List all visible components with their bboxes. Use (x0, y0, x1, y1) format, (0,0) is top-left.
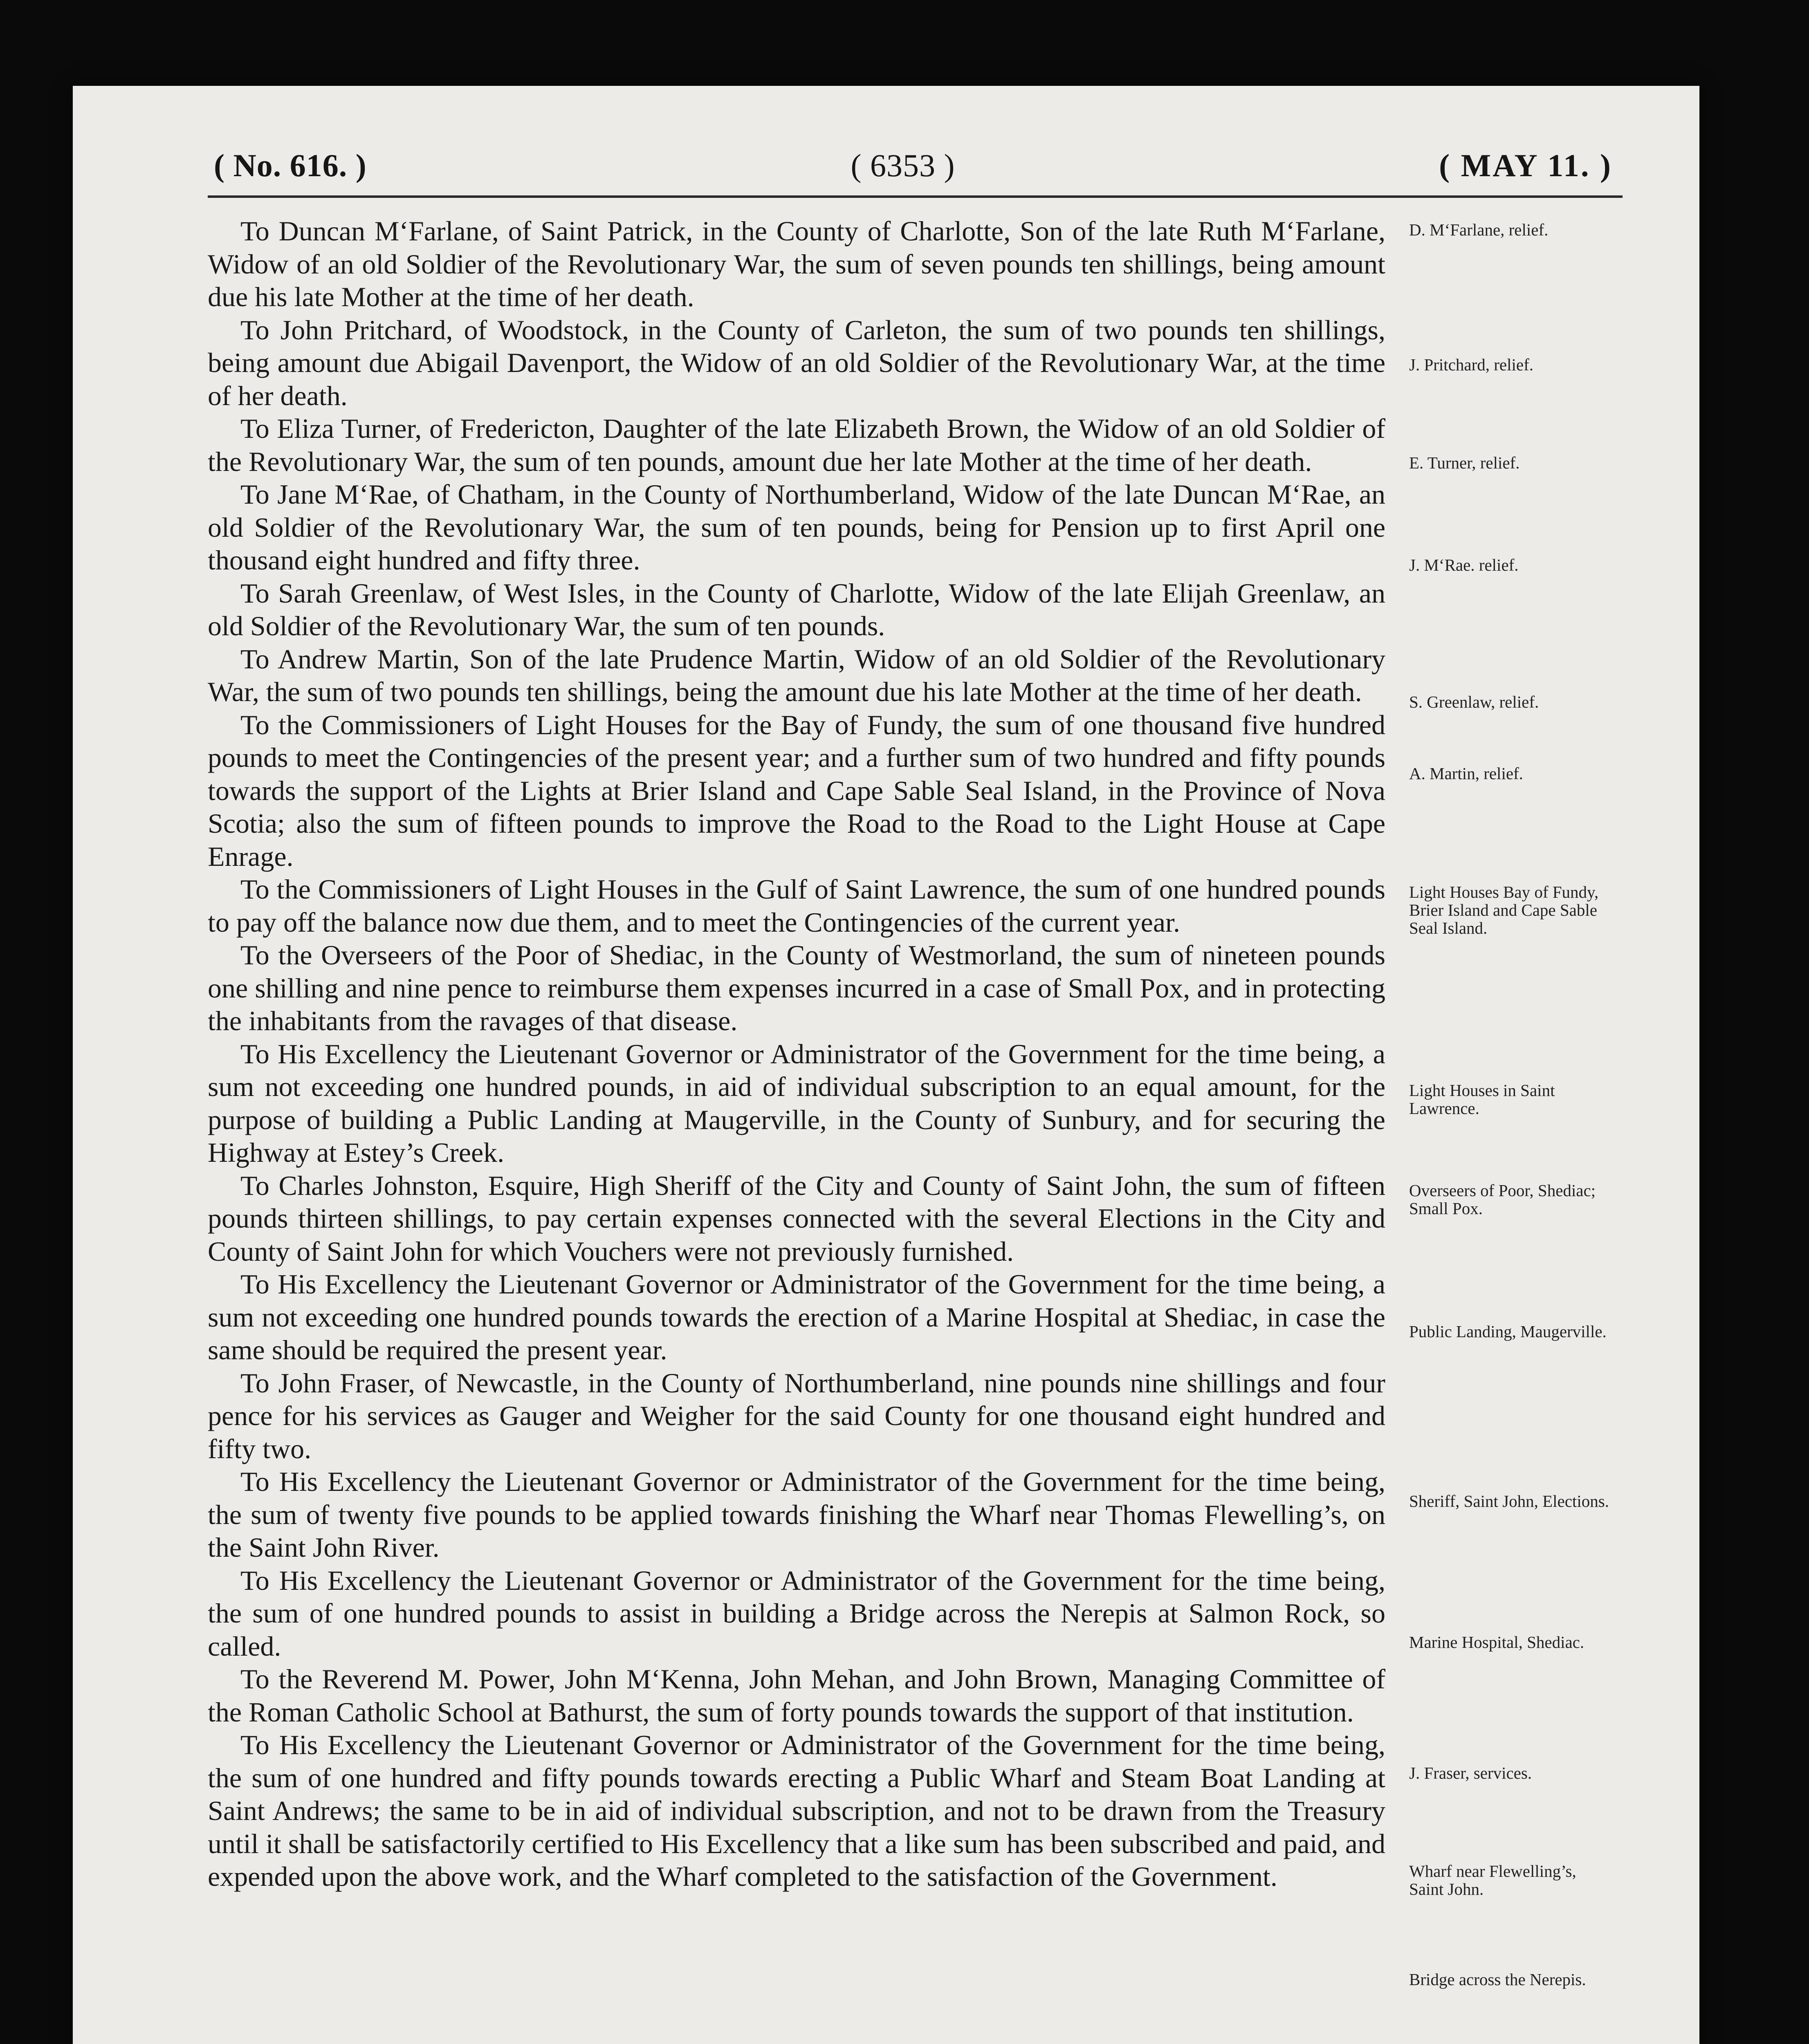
entry-wharf-flewelling: To His Excellency the Lieutenant Governor or Administrator of the Government for the time being, the sum of twenty five pounds to be applied towards finishing the Wharf near Thomas Flewelling’s, on the Saint John River. (208, 1466, 1385, 1563)
header-date: ( MAY 11. ) (1439, 148, 1612, 183)
margin-note: J. Pritchard, relief. (1409, 355, 1533, 374)
entry-public-landing: To His Excellency the Lieutenant Governor or Administrator of the Government for the time being, a sum not exceeding one hundred pounds, in aid of individual subscription to an equal amount, for the purpose of building a Public Landing at Maugerville, in the County of Sunbury, and for securing the Highway at Estey’s Creek. (208, 1038, 1385, 1168)
margin-note: Bridge across the Nerepis. (1409, 1970, 1586, 1989)
margin-note: Light Houses in Saint Lawrence. (1409, 1081, 1555, 1118)
document-page (73, 86, 1699, 2044)
page-number: ( 6353 ) (851, 148, 955, 183)
margin-note: Marine Hospital, Shediac. (1409, 1633, 1585, 1652)
margin-note: Wharf near Flewelling’s, Saint John. (1409, 1862, 1576, 1898)
entry-catholic-school: To the Reverend M. Power, John M‘Kenna, John Mehan, and John Brown, Managing Committee of the Roman Catholic School at Bathurst, the sum of forty pounds towards the support of that institution. (208, 1663, 1385, 1728)
entry-marine-hospital: To His Excellency the Lieutenant Governor or Administrator of the Government for the time being, a sum not exceeding one hundred pounds towards the erection of a Marine Hospital at Shediac, in case the same should be required the present year. (208, 1269, 1385, 1365)
entry-mcrae: To Jane M‘Rae, of Chatham, in the County of Northumberland, Widow of the late Duncan M‘Rae, an old Soldier of the Revolutionary War, the sum of ten pounds, being for Pension up to first April one thousand eight hundred and fifty three. (208, 479, 1385, 576)
margin-note: A. Martin, relief. (1409, 764, 1523, 783)
entry-lighthouses-st-lawrence: To the Commissioners of Light Houses in the Gulf of Saint Lawrence, the sum of one hundred pounds to pay off the balance now due them, and to meet the Contingencies of the current year. (208, 874, 1385, 938)
entry-bridge-nerepis: To His Excellency the Lieutenant Governor or Administrator of the Government for the time being, the sum of one hundred pounds to assist in building a Bridge across the Nerepis at Salmon Rock, so called. (208, 1564, 1385, 1662)
entry-turner: To Eliza Turner, of Fredericton, Daughter of the late Elizabeth Brown, the Widow of an old Soldier of the Revolutionary War, the sum of ten pounds, amount due her late Mother at the time of her death. (208, 413, 1385, 477)
margin-notes (73, 86, 1699, 2044)
margin-note: Sheriff, Saint John, Elections. (1409, 1492, 1609, 1511)
entry-fraser: To John Fraser, of Newcastle, in the County of Northumberland, nine pounds nine shillings and four pence for his services as Gauger and Weigher for the said County for one thousand eight hundred and fifty two. (208, 1367, 1385, 1464)
entry-pritchard: To John Pritchard, of Woodstock, in the County of Carleton, the sum of two pounds ten shillings, being amount due Abigail Davenport, the Widow of an old Soldier of the Revolutionary War, at the time of her death. (208, 314, 1385, 411)
margin-note: E. Turner, relief. (1409, 453, 1520, 472)
entry-wharf-saint-andrews: To His Excellency the Lieutenant Governor or Administrator of the Government for the time being, the sum of one hundred and fifty pounds towards erecting a Public Wharf and Steam Boat Landing at Saint Andrews; the same to be in aid of individual subscription, and not to be drawn from the Treasury until it shall be satisfactorily certified to His Excellency that a like sum has been subscribed and paid, and expended upon the above work, and the Wharf completed to the satisfaction of the Government. (208, 1729, 1385, 1892)
entry-lighthouses-fundy: To the Commissioners of Light Houses for the Bay of Fundy, the sum of one thousand five hundred pounds to meet the Contingencies of the present year; and a further sum of two hundred and fifty pounds towards the support of the Lights at Brier Island and Cape Sable Seal Island, in the Province of Nova Scotia; also the sum of fifteen pounds to improve the Road to the Road to the Light House at Cape Enrage. (208, 709, 1385, 872)
act-number: ( No. 616. ) (214, 148, 367, 183)
margin-note: D. M‘Farlane, relief. (1409, 220, 1549, 239)
margin-note: J. Fraser, services. (1409, 1764, 1532, 1782)
margin-note: Overseers of Poor, Shediac; Small Pox. (1409, 1181, 1596, 1218)
entry-sheriff: To Charles Johnston, Esquire, High Sheriff of the City and County of Saint John, the sum of fifteen pounds thirteen shillings, to pay certain expenses connected with the several Elections in the City and County of Saint John for which Vouchers were not previously furnished. (208, 1170, 1385, 1267)
entry-greenlaw: To Sarah Greenlaw, of West Isles, in the County of Charlotte, Widow of the late Elijah Greenlaw, an old Soldier of the Revolutionary War, the sum of ten pounds. (208, 577, 1385, 641)
margin-note: S. Greenlaw, relief. (1409, 693, 1539, 711)
margin-note: J. M‘Rae. relief. (1409, 556, 1519, 574)
entry-overseers-shediac: To the Overseers of the Poor of Shediac, in the County of Westmorland, the sum of nineteen pounds one shilling and nine pence to reimburse them expenses incurred in a case of Small Pox, and in protecting the inhabitants from the ravages of that disease. (208, 939, 1385, 1036)
entry-mcfarlane: To Duncan M‘Farlane, of Saint Patrick, in the County of Charlotte, Son of the late Ruth M‘Farlane, Widow of an old Soldier of the Revolutionary War, the sum of seven pounds ten shillings, being amount due his late Mother at the time of her death. (208, 215, 1385, 312)
entry-martin: To Andrew Martin, Son of the late Prudence Martin, Widow of an old Soldier of the Revolutionary War, the sum of two pounds ten shillings, being the amount due his late Mother at the time of her death. (208, 643, 1385, 707)
margin-note: Public Landing, Maugerville. (1409, 1322, 1607, 1341)
margin-note: Light Houses Bay of Fundy, Brier Island and Cape Sable Seal Island. (1409, 883, 1599, 937)
